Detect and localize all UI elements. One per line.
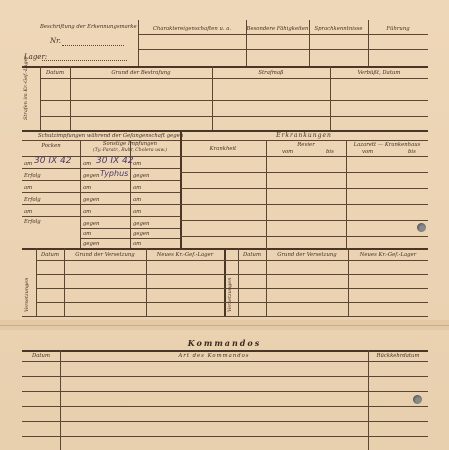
vacc-h1 (22, 156, 428, 157)
vacc-pocken-erfolg-1: Erfolg (24, 173, 41, 179)
ill-row-1 (180, 172, 428, 173)
ill-row-5 (180, 236, 428, 237)
vacc-other-gegen-3: gegen (83, 221, 100, 227)
ill-col-hospital: Lazarett — Krankenhaus (353, 142, 421, 148)
vacc-pocken-am-3: am (24, 209, 33, 215)
nr-line (62, 45, 124, 46)
vacc-third-gegen-1: gegen (133, 173, 150, 179)
kom-h2 (22, 376, 428, 377)
tr-v3 (146, 248, 147, 316)
hand-other-type: Typhus (100, 169, 129, 178)
tr-v1 (36, 248, 37, 316)
lager-line (42, 60, 127, 61)
vacc-pocken-erfolg-3: Erfolg (24, 219, 41, 225)
tr-h3 (36, 288, 428, 289)
tr-col-reason-l: Grund der Versetzung (75, 252, 135, 258)
ill-row-4 (180, 220, 428, 221)
col-languages: Sprachkenntnisse (314, 26, 363, 32)
transfers-side-label-right: Versetzungen (227, 277, 233, 312)
vacc-other-am-1: am (83, 161, 92, 167)
vacc-other-gegen-1: gegen (83, 173, 100, 179)
vacc-title: Schutzimpfungen während der Gefangenschaft gegen (38, 133, 184, 139)
ill-hospital-from: vom (362, 149, 374, 155)
tr-col-date-l: Datum (41, 252, 59, 258)
hand-pocken-date: 30 IX 42 (34, 156, 72, 166)
vacc-third-am-3: am (133, 197, 142, 203)
ill-title: Erkrankungen (276, 132, 332, 139)
kom-h1 (22, 361, 428, 362)
vacc-other-am-2: am (83, 185, 92, 191)
kom-col-date: Datum (32, 353, 50, 359)
pun-h3 (40, 116, 428, 117)
vacc-col-other-sub: (Ty.-Paratr., Ruhr, Cholera usw.) (92, 148, 168, 153)
pun-col-reason: Grund der Bestrafung (111, 70, 171, 76)
vacc-other-am-4: am (83, 231, 92, 237)
tr-h4 (36, 302, 428, 303)
kom-h4 (22, 406, 428, 407)
vacc-row-2 (22, 180, 180, 181)
ill-row-2 (180, 188, 428, 189)
ill-row-3 (180, 204, 428, 205)
vacc-row-6 (80, 228, 180, 229)
tr-h1 (36, 260, 428, 261)
vacc-col-other: Sonstige Impfungen (102, 141, 158, 147)
col-abilities: Besondere Fähigkeiten (246, 26, 309, 32)
kommandos-title: Kommandos (187, 338, 262, 348)
kom-h5 (22, 421, 428, 422)
vacc-other-am-3: am (83, 209, 92, 215)
pun-h1 (40, 78, 428, 79)
nr-label: Nr. (50, 37, 61, 45)
pun-col-date: Datum (46, 70, 64, 76)
vacc-third-am-1: am (133, 161, 142, 167)
vacc-row-3 (22, 192, 180, 193)
kom-v1 (60, 350, 61, 450)
col-character: Charaktereigenschaften u. a. (152, 26, 232, 32)
tr-h2 (36, 274, 428, 275)
vacc-other-gegen-4: gegen (83, 241, 100, 247)
vacc-other-gegen-2: gegen (83, 197, 100, 203)
ill-col-revier: Revier (297, 142, 315, 148)
vacc-third-am-5: am (133, 241, 142, 247)
pun-h2 (40, 100, 428, 101)
tr-bottom (22, 316, 428, 317)
tr-v5 (266, 248, 267, 316)
ill-revier-from: vom (282, 149, 294, 155)
fold-crease (0, 325, 449, 326)
kom-h6 (22, 436, 428, 437)
lager-label: Lager: (24, 53, 48, 61)
vacc-third-gegen-3: gegen (133, 231, 150, 237)
ill-revier-to: bis (326, 149, 334, 155)
kom-col-type: Art des Kommandos (178, 353, 250, 359)
pun-col-penalty: Strafmaß (258, 70, 284, 76)
kom-h3 (22, 391, 428, 392)
hand-other-date: 30 IX 42 (96, 156, 134, 166)
vacc-row-5 (22, 216, 180, 217)
kom-v2 (368, 350, 369, 450)
tr-v6 (348, 248, 349, 316)
vacc-pocken-am-1: am (24, 161, 33, 167)
ill-col-illness: Krankheit (209, 146, 237, 152)
punch-hole-lower (413, 395, 422, 404)
header-rule-2 (138, 49, 428, 50)
section-rule-header (22, 66, 428, 68)
header-rule-1 (138, 34, 428, 35)
vacc-third-am-4: am (133, 209, 142, 215)
vacc-third-am-2: am (133, 185, 142, 191)
tr-v4 (238, 248, 239, 316)
vacc-col-pocken: Pocken (41, 143, 61, 149)
marke-label: Beschriftung der Erkennungsmarke (40, 24, 137, 30)
vacc-row-4 (22, 204, 180, 205)
punch-hole-upper (417, 223, 426, 232)
punishments-side-label: Strafen im Kr.-Gef.-Lager (23, 56, 29, 120)
pun-col-served: Verbüßt, Datum (357, 70, 401, 76)
vacc-third-gegen-2: gegen (133, 221, 150, 227)
tr-col-reason-r: Grund der Versetzung (277, 252, 337, 258)
tr-divider (224, 248, 226, 316)
tr-col-date-r: Datum (243, 252, 261, 258)
vacc-pocken-am-2: am (24, 185, 33, 191)
vacc-pocken-erfolg-2: Erfolg (24, 197, 41, 203)
tr-col-camp-l: Neues Kr.-Gef.-Lager (156, 252, 214, 258)
section-rule-punish (22, 130, 428, 132)
kom-col-return: Rückkehrdatum (376, 353, 420, 359)
col-conduct: Führung (386, 26, 410, 32)
tr-col-camp-r: Neues Kr.-Gef.-Lager (359, 252, 417, 258)
vacc-row-7 (80, 238, 180, 239)
transfers-side-label-left: Versetzungen (24, 277, 30, 312)
tr-v2 (64, 248, 65, 316)
ill-hospital-to: bis (408, 149, 416, 155)
